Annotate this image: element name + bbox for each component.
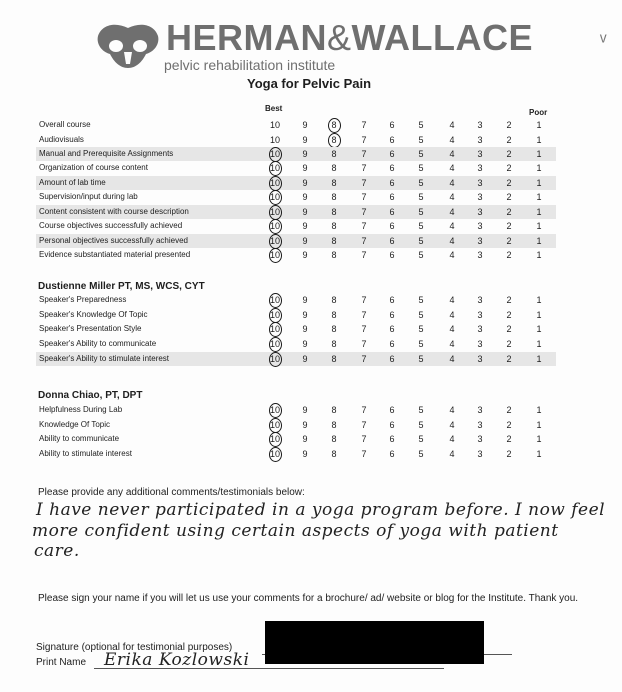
rating-option[interactable]: 2 — [506, 135, 512, 145]
rating-option[interactable]: 6 — [389, 354, 395, 364]
rating-option-selected[interactable]: 10 — [267, 353, 283, 365]
rating-option[interactable]: 8 — [331, 178, 337, 188]
signature-prompt: Please sign your name if you will let us use your comments for a brochure/ ad/ website or blog for the Institute. Thank you. — [38, 593, 579, 604]
rating-row-label: Evidence substantiated material presented — [39, 250, 191, 259]
handwritten-comment-line-3: care. — [34, 541, 80, 561]
rating-option[interactable]: 7 — [361, 178, 367, 188]
rating-option[interactable]: 7 — [361, 192, 367, 202]
rating-option[interactable]: 9 — [302, 250, 308, 260]
rating-option[interactable]: 6 — [389, 405, 395, 415]
rating-row-label: Speaker's Ability to stimulate interest — [39, 354, 170, 363]
rating-option-selected[interactable]: 10 — [267, 433, 283, 445]
rating-option[interactable]: 4 — [449, 405, 455, 415]
rating-option[interactable]: 1 — [536, 434, 542, 444]
rating-row — [36, 308, 556, 322]
rating-option[interactable]: 1 — [536, 192, 542, 202]
rating-option-selected[interactable]: 10 — [267, 249, 283, 261]
rating-option[interactable]: 3 — [477, 120, 483, 130]
rating-option[interactable]: 2 — [506, 310, 512, 320]
rating-option[interactable]: 8 — [331, 354, 337, 364]
rating-row — [36, 234, 556, 248]
rating-option[interactable]: 6 — [389, 434, 395, 444]
rating-option[interactable]: 2 — [506, 207, 512, 217]
rating-option[interactable]: 5 — [418, 434, 424, 444]
rating-row-label: Manual and Prerequisite Assignments — [39, 149, 174, 158]
rating-option[interactable]: 9 — [302, 310, 308, 320]
rating-option[interactable]: 3 — [477, 449, 483, 459]
rating-option[interactable]: 7 — [361, 250, 367, 260]
rating-option[interactable]: 3 — [477, 178, 483, 188]
corner-scribble-icon: ᵥ — [600, 24, 607, 46]
rating-option[interactable]: 3 — [477, 163, 483, 173]
rating-option[interactable]: 7 — [361, 135, 367, 145]
rating-option[interactable]: 7 — [361, 295, 367, 305]
signature-label: Signature (optional for testimonial purposes) — [36, 642, 233, 653]
rating-option[interactable]: 9 — [302, 405, 308, 415]
handwritten-comment-line-2: more confident using certain aspects of yoga with patient — [32, 521, 559, 541]
rating-option[interactable]: 7 — [361, 236, 367, 246]
rating-option[interactable]: 3 — [477, 310, 483, 320]
rating-option[interactable]: 6 — [389, 120, 395, 130]
form-title: Yoga for Pelvic Pain — [247, 76, 372, 91]
rating-option[interactable]: 8 — [331, 449, 337, 459]
rating-option[interactable]: 2 — [506, 221, 512, 231]
rating-option[interactable]: 1 — [536, 149, 542, 159]
rating-option[interactable]: 4 — [449, 434, 455, 444]
rating-row-label: Speaker's Knowledge Of Topic — [39, 310, 148, 319]
redaction-box — [265, 621, 484, 664]
rating-row-label: Speaker's Ability to communicate — [39, 339, 157, 348]
rating-option-selected[interactable]: 10 — [267, 191, 283, 203]
rating-option[interactable]: 6 — [389, 163, 395, 173]
rating-row — [36, 219, 556, 233]
rating-option[interactable]: 8 — [331, 405, 337, 415]
rating-option[interactable]: 3 — [477, 295, 483, 305]
rating-row-label: Overall course — [39, 120, 91, 129]
rating-option[interactable]: 9 — [302, 178, 308, 188]
rating-option[interactable]: 9 — [302, 163, 308, 173]
rating-option[interactable]: 2 — [506, 163, 512, 173]
rating-option[interactable]: 2 — [506, 449, 512, 459]
rating-option[interactable]: 9 — [302, 221, 308, 231]
rating-option[interactable]: 1 — [536, 449, 542, 459]
rating-option[interactable]: 5 — [418, 135, 424, 145]
rating-option[interactable]: 5 — [418, 149, 424, 159]
rating-option[interactable]: 1 — [536, 354, 542, 364]
rating-row-label: Content consistent with course description — [39, 207, 189, 216]
rating-option-selected[interactable]: 10 — [267, 294, 283, 306]
rating-option[interactable]: 1 — [536, 163, 542, 173]
rating-option[interactable]: 4 — [449, 310, 455, 320]
rating-option-selected[interactable]: 10 — [267, 177, 283, 189]
rating-option[interactable]: 3 — [477, 354, 483, 364]
rating-option[interactable]: 9 — [302, 207, 308, 217]
rating-row-label: Amount of lab time — [39, 178, 106, 187]
rating-option[interactable]: 9 — [302, 339, 308, 349]
rating-option[interactable]: 6 — [389, 310, 395, 320]
rating-option[interactable]: 4 — [449, 192, 455, 202]
rating-option[interactable]: 3 — [477, 339, 483, 349]
rating-option[interactable]: 9 — [302, 120, 308, 130]
rating-option[interactable]: 6 — [389, 135, 395, 145]
rating-option[interactable]: 4 — [449, 149, 455, 159]
rating-option[interactable]: 3 — [477, 207, 483, 217]
rating-option[interactable]: 7 — [361, 120, 367, 130]
rating-row-label: Course objectives successfully achieved — [39, 221, 183, 230]
rating-option[interactable]: 1 — [536, 236, 542, 246]
rating-option[interactable]: 8 — [331, 207, 337, 217]
rating-option[interactable]: 4 — [449, 163, 455, 173]
brand-ampersand: & — [327, 17, 352, 58]
rating-row-label: Knowledge Of Topic — [39, 420, 111, 429]
rating-option[interactable]: 8 — [331, 434, 337, 444]
rating-option[interactable]: 4 — [449, 236, 455, 246]
rating-option[interactable]: 2 — [506, 339, 512, 349]
rating-option[interactable]: 5 — [418, 192, 424, 202]
rating-option[interactable]: 6 — [389, 192, 395, 202]
rating-option[interactable]: 8 — [331, 310, 337, 320]
rating-option[interactable]: 2 — [506, 120, 512, 130]
rating-option[interactable]: 5 — [418, 236, 424, 246]
rating-option[interactable]: 2 — [506, 236, 512, 246]
rating-row — [36, 447, 556, 461]
rating-row-label: Ability to stimulate interest — [39, 449, 132, 458]
rating-option[interactable]: 9 — [302, 354, 308, 364]
scale-best-label: Best — [265, 104, 283, 113]
rating-option[interactable]: 4 — [449, 135, 455, 145]
rating-option[interactable]: 2 — [506, 420, 512, 430]
rating-option[interactable]: 6 — [389, 178, 395, 188]
rating-option[interactable]: 8 — [331, 236, 337, 246]
rating-option[interactable]: 9 — [302, 149, 308, 159]
brand-wordmark — [166, 18, 533, 58]
rating-option-selected[interactable]: 10 — [267, 338, 283, 350]
rating-option[interactable]: 6 — [389, 295, 395, 305]
rating-row-label: Supervision/input during lab — [39, 192, 138, 201]
rating-option[interactable]: 5 — [418, 339, 424, 349]
rating-option[interactable]: 3 — [477, 324, 483, 334]
rating-option[interactable]: 3 — [477, 420, 483, 430]
rating-option[interactable]: 2 — [506, 405, 512, 415]
rating-row — [36, 248, 556, 262]
rating-row-label: Audiovisuals — [39, 135, 84, 144]
rating-option[interactable]: 5 — [418, 295, 424, 305]
rating-option[interactable]: 5 — [418, 163, 424, 173]
handwritten-printed-name: Erika Kozlowski — [104, 650, 250, 670]
rating-option[interactable]: 6 — [389, 149, 395, 159]
rating-option[interactable]: 7 — [361, 221, 367, 231]
rating-option[interactable]: 4 — [449, 207, 455, 217]
rating-option-selected[interactable]: 10 — [267, 404, 283, 416]
rating-option[interactable]: 10 — [269, 135, 280, 145]
rating-option[interactable]: 1 — [536, 324, 542, 334]
rating-row — [36, 322, 556, 336]
rating-option[interactable]: 1 — [536, 405, 542, 415]
rating-option[interactable]: 7 — [361, 339, 367, 349]
rating-option[interactable]: 3 — [477, 135, 483, 145]
rating-option[interactable]: 9 — [302, 236, 308, 246]
rating-option[interactable]: 6 — [389, 250, 395, 260]
rating-option[interactable]: 1 — [536, 135, 542, 145]
rating-option[interactable]: 4 — [449, 354, 455, 364]
rating-option[interactable]: 6 — [389, 236, 395, 246]
rating-option[interactable]: 9 — [302, 324, 308, 334]
rating-option[interactable]: 6 — [389, 449, 395, 459]
rating-option-selected[interactable]: 10 — [267, 235, 283, 247]
rating-option[interactable]: 1 — [536, 420, 542, 430]
handwritten-comment-line-1: I have never participated in a yoga program before. I now feel — [36, 500, 606, 520]
rating-option-selected[interactable]: 10 — [267, 220, 283, 232]
rating-option[interactable]: 1 — [536, 221, 542, 231]
rating-option[interactable]: 8 — [331, 420, 337, 430]
rating-option[interactable]: 3 — [477, 149, 483, 159]
rating-row-label: Speaker's Presentation Style — [39, 324, 142, 333]
rating-option[interactable]: 3 — [477, 221, 483, 231]
rating-option[interactable]: 8 — [331, 149, 337, 159]
rating-option[interactable]: 8 — [331, 295, 337, 305]
rating-row-label: Helpfulness During Lab — [39, 405, 123, 414]
rating-row — [36, 432, 556, 446]
rating-option[interactable]: 1 — [536, 120, 542, 130]
rating-row-label: Speaker's Preparedness — [39, 295, 127, 304]
rating-option[interactable]: 5 — [418, 221, 424, 231]
rating-option[interactable]: 4 — [449, 221, 455, 231]
rating-row — [36, 133, 556, 147]
rating-option[interactable]: 9 — [302, 295, 308, 305]
rating-option[interactable]: 9 — [302, 135, 308, 145]
rating-option[interactable]: 5 — [418, 250, 424, 260]
rating-option[interactable]: 1 — [536, 310, 542, 320]
rating-option[interactable]: 7 — [361, 354, 367, 364]
pelvis-logo-icon — [96, 22, 160, 72]
rating-option[interactable]: 2 — [506, 324, 512, 334]
rating-option[interactable]: 4 — [449, 339, 455, 349]
rating-option[interactable]: 8 — [331, 163, 337, 173]
rating-option[interactable]: 6 — [389, 324, 395, 334]
rating-option[interactable]: 4 — [449, 324, 455, 334]
rating-row — [36, 352, 556, 366]
rating-row — [36, 293, 556, 307]
rating-row-label: Personal objectives successfully achieved — [39, 236, 188, 245]
rating-option[interactable]: 9 — [302, 420, 308, 430]
rating-option[interactable]: 8 — [331, 324, 337, 334]
rating-option-selected[interactable]: 10 — [267, 206, 283, 218]
rating-option[interactable]: 5 — [418, 120, 424, 130]
rating-row — [36, 147, 556, 161]
rating-option-selected[interactable]: 10 — [267, 309, 283, 321]
rating-option[interactable]: 7 — [361, 420, 367, 430]
rating-option[interactable]: 1 — [536, 295, 542, 305]
rating-option[interactable]: 7 — [361, 434, 367, 444]
rating-option[interactable]: 7 — [361, 449, 367, 459]
rating-row — [36, 403, 556, 417]
rating-row — [36, 190, 556, 204]
rating-row-label: Ability to communicate — [39, 434, 120, 443]
rating-option[interactable]: 1 — [536, 207, 542, 217]
rating-option[interactable]: 5 — [418, 178, 424, 188]
rating-option[interactable]: 7 — [361, 310, 367, 320]
rating-option-selected[interactable]: 10 — [267, 323, 283, 335]
rating-option[interactable]: 2 — [506, 149, 512, 159]
rating-option[interactable]: 5 — [418, 405, 424, 415]
brand-tagline: pelvic rehabilitation institute — [164, 57, 336, 73]
rating-option[interactable]: 5 — [418, 324, 424, 334]
rating-option[interactable]: 2 — [506, 178, 512, 188]
rating-row — [36, 205, 556, 219]
rating-option[interactable]: 3 — [477, 250, 483, 260]
rating-option[interactable]: 3 — [477, 434, 483, 444]
rating-option[interactable]: 6 — [389, 221, 395, 231]
rating-option[interactable]: 7 — [361, 207, 367, 217]
rating-option[interactable]: 8 — [331, 339, 337, 349]
rating-option[interactable]: 4 — [449, 295, 455, 305]
rating-option[interactable]: 9 — [302, 449, 308, 459]
rating-option[interactable]: 1 — [536, 178, 542, 188]
rating-option[interactable]: 7 — [361, 405, 367, 415]
rating-option[interactable]: 2 — [506, 354, 512, 364]
rating-option[interactable]: 5 — [418, 207, 424, 217]
rating-option[interactable]: 4 — [449, 178, 455, 188]
scale-poor-label: Poor — [529, 108, 548, 117]
rating-option[interactable]: 5 — [418, 310, 424, 320]
rating-option[interactable]: 5 — [418, 420, 424, 430]
comments-prompt: Please provide any additional comments/testimonials below: — [38, 487, 305, 498]
section-title: Dustienne Miller PT, MS, WCS, CYT — [38, 281, 205, 292]
rating-option[interactable]: 3 — [477, 236, 483, 246]
rating-row — [36, 176, 556, 190]
rating-option[interactable]: 9 — [302, 192, 308, 202]
rating-option[interactable]: 6 — [389, 420, 395, 430]
rating-option[interactable]: 8 — [331, 221, 337, 231]
brand-right: WALLACE — [351, 17, 533, 58]
rating-option[interactable]: 7 — [361, 163, 367, 173]
rating-option[interactable]: 3 — [477, 405, 483, 415]
rating-option[interactable]: 1 — [536, 250, 542, 260]
rating-option[interactable]: 2 — [506, 192, 512, 202]
rating-option[interactable]: 8 — [331, 192, 337, 202]
rating-option[interactable]: 8 — [331, 250, 337, 260]
rating-option-selected[interactable]: 10 — [267, 419, 283, 431]
rating-option[interactable]: 9 — [302, 434, 308, 444]
rating-row — [36, 418, 556, 432]
rating-option-selected[interactable]: 8 — [326, 119, 342, 131]
section-title: Donna Chiao, PT, DPT — [38, 390, 143, 401]
rating-option[interactable]: 4 — [449, 449, 455, 459]
print-name-label: Print Name — [36, 657, 87, 668]
rating-option[interactable]: 3 — [477, 192, 483, 202]
rating-row — [36, 118, 556, 132]
rating-option[interactable]: 6 — [389, 339, 395, 349]
rating-row — [36, 161, 556, 175]
rating-option[interactable]: 4 — [449, 250, 455, 260]
rating-option[interactable]: 2 — [506, 295, 512, 305]
rating-option-selected[interactable]: 10 — [267, 448, 283, 460]
rating-option-selected[interactable]: 8 — [326, 134, 342, 146]
rating-option[interactable]: 10 — [269, 120, 280, 130]
brand-left: HERMAN — [166, 17, 327, 58]
rating-option-selected[interactable]: 10 — [267, 162, 283, 174]
rating-option[interactable]: 2 — [506, 434, 512, 444]
rating-option[interactable]: 7 — [361, 149, 367, 159]
rating-option[interactable]: 7 — [361, 324, 367, 334]
rating-row-label: Organization of course content — [39, 163, 148, 172]
rating-option-selected[interactable]: 10 — [267, 148, 283, 160]
rating-option[interactable]: 6 — [389, 207, 395, 217]
rating-row — [36, 337, 556, 351]
rating-option[interactable]: 4 — [449, 120, 455, 130]
rating-option[interactable]: 5 — [418, 449, 424, 459]
rating-option[interactable]: 2 — [506, 250, 512, 260]
rating-option[interactable]: 4 — [449, 420, 455, 430]
rating-option[interactable]: 5 — [418, 354, 424, 364]
rating-option[interactable]: 1 — [536, 339, 542, 349]
